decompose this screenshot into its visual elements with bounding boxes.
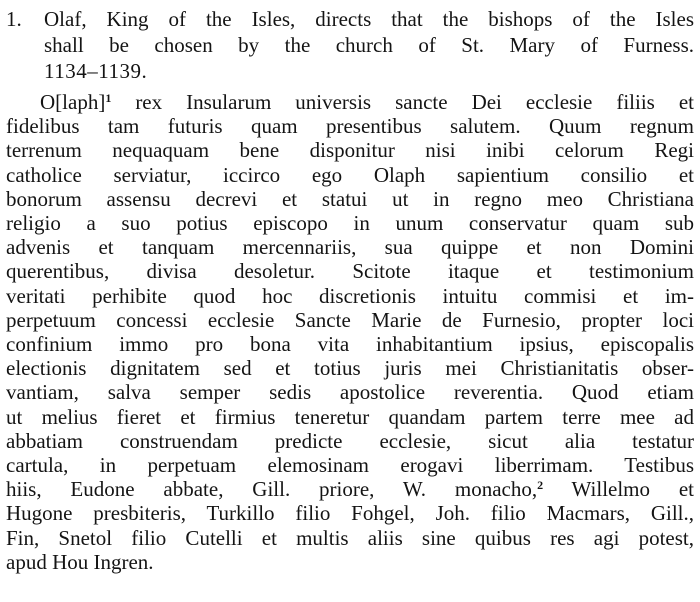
heading-line: Olaf, King of the Isles, directs that the bishops of the Isles bbox=[44, 7, 694, 31]
text-segment: hiis, Eudone abbate, Gill. priore, W. monacho, bbox=[6, 477, 538, 502]
text-segment: Willelmo et bbox=[543, 477, 695, 502]
text-line: ut melius fieret et firmius teneretur quandam partem terre mee ad bbox=[6, 404, 694, 429]
text-line: terrenum nequaquam bene disponitur nisi inibi celorum Regi bbox=[6, 138, 694, 163]
text-line: abbatiam construendam predicte ecclesie, sicut alia testatur bbox=[6, 428, 694, 453]
text-line: querentibus, divisa desoletur. Scitote itaque et testimonium bbox=[6, 259, 694, 284]
text-line: electionis dignitatem sed et totius juris mei Christianitatis obser- bbox=[6, 356, 694, 381]
text-line: bonorum assensu decrevi et statui ut in regno meo Christiana bbox=[6, 186, 694, 211]
entry-number: 1. bbox=[6, 7, 22, 31]
text-line: veritati perhibite quod hoc discretionis intuitu commisi et im- bbox=[6, 283, 694, 308]
text-line bbox=[6, 90, 694, 114]
text-line: religio a suo potius episcopo in unum conservatur quam sub bbox=[6, 211, 694, 236]
text-line: Fin, Snetol filio Cutelli et multis aliis sine quibus res agi potest, bbox=[6, 525, 694, 550]
footnote-marker: 2 bbox=[537, 478, 544, 493]
text-line: confinium immo pro bona vita inhabitantium ipsius, episcopalis bbox=[6, 332, 694, 357]
text-line: advenis et tanquam mercennariis, sua quippe et non Domini bbox=[6, 235, 694, 260]
footnote-marker: 1 bbox=[105, 91, 112, 105]
heading-line: shall be chosen by the church of St. Mary of Furness. bbox=[44, 33, 694, 57]
text-segment: O[laph] bbox=[40, 90, 106, 114]
text-line: Hugone presbiteris, Turkillo filio Fohgel, Joh. filio Macmars, Gill., bbox=[6, 501, 694, 526]
text-segment: rex Insularum universis sancte Dei ecclesie filiis et bbox=[111, 90, 694, 114]
text-line bbox=[6, 477, 694, 501]
text-line: cartula, in perpetuam elemosinam erogavi liberrimam. Testibus bbox=[6, 453, 694, 478]
document-page bbox=[6, 6, 694, 574]
text-line: fidelibus tam futuris quam presentibus salutem. Quum regnum bbox=[6, 114, 694, 139]
text-line: apud Hou Ingren. bbox=[6, 549, 154, 574]
entry-title bbox=[44, 6, 694, 84]
text-line: catholice serviatur, iccirco ego Olaph sapientium consilio et bbox=[6, 162, 694, 187]
charter-text bbox=[6, 90, 694, 574]
entry-heading bbox=[6, 6, 694, 84]
text-line: perpetuum concessi ecclesie Sancte Marie de Furnesio, propter loci bbox=[6, 307, 694, 332]
entry-date-range: 1134–1139. bbox=[44, 59, 148, 83]
text-line: vantiam, salva semper sedis apostolice reverentia. Quod etiam bbox=[6, 380, 694, 405]
